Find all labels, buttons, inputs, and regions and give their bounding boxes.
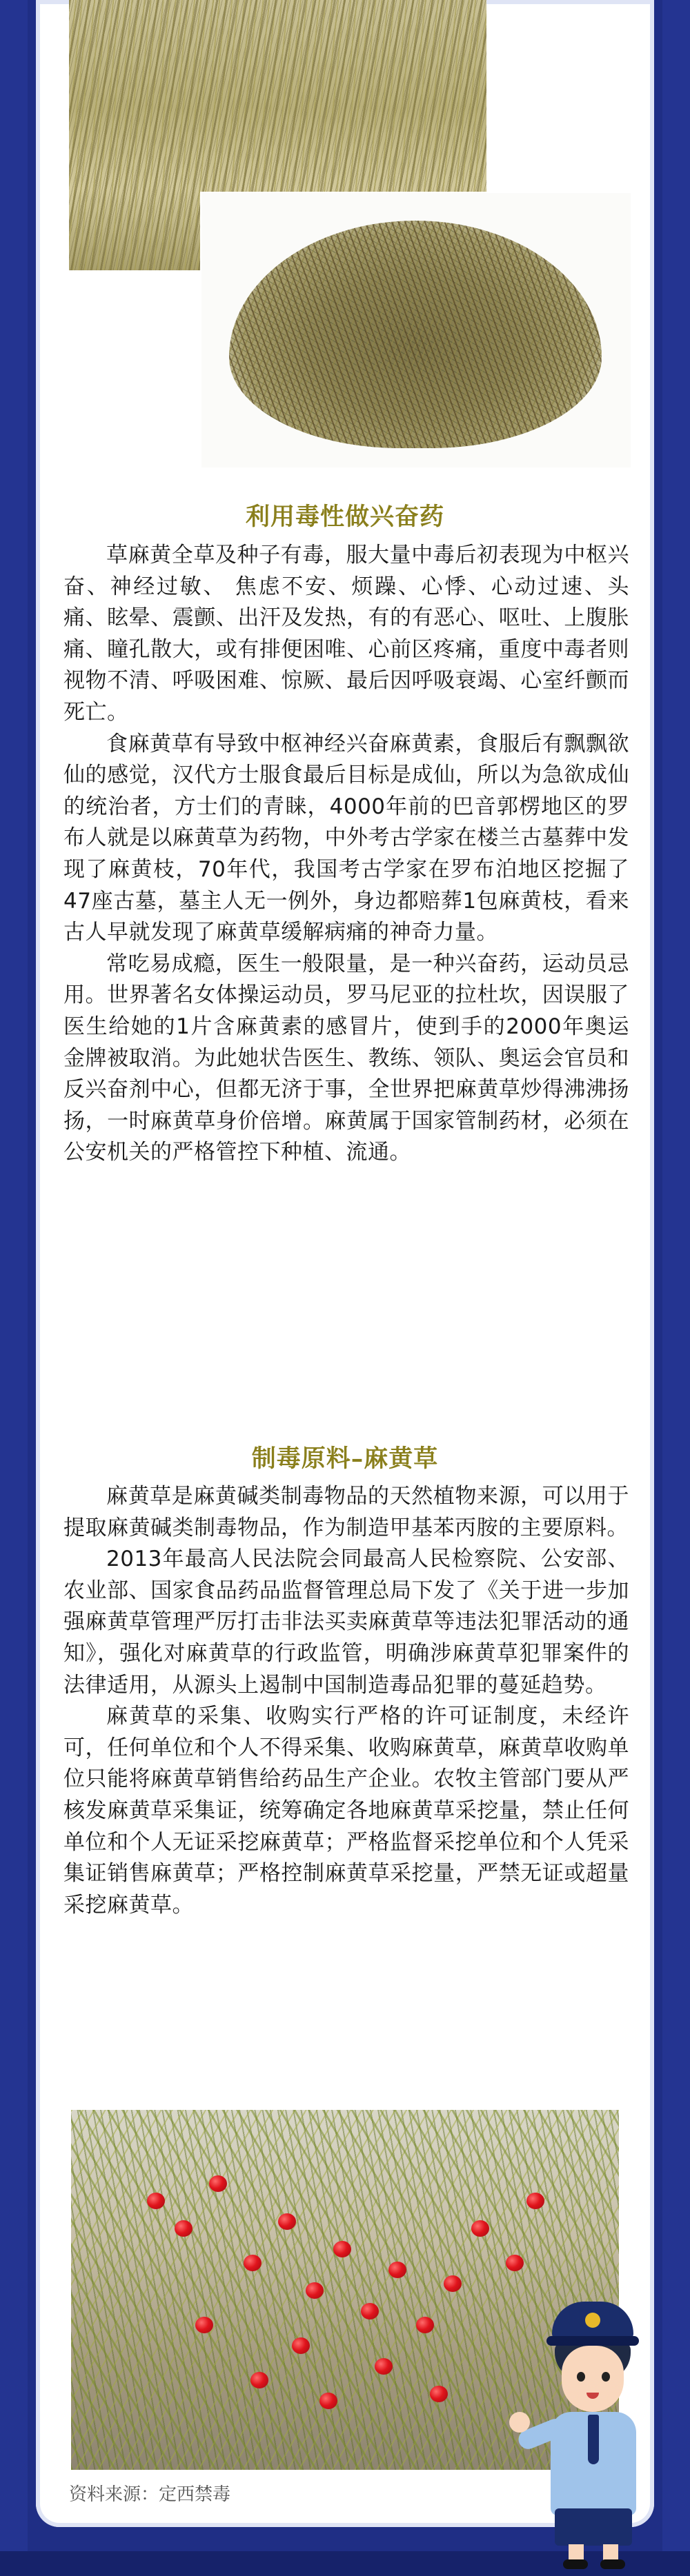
section-title-stimulant: 利用毒性做兴奋药 — [245, 503, 444, 531]
red-berry — [444, 2275, 462, 2292]
officer-shoe — [563, 2559, 588, 2569]
paragraph: 食麻黄草有导致中枢神经兴奋麻黄素，食服后有飘飘欲仙的感觉，汉代方士服食最后目标是成仙，所以为急欲成仙的统治者，方士们的青睐，4000年前的巴音郭楞地区的罗布人就是以麻黄草为药物，中外考古学家在楼兰古墓葬中发现了麻黄枝，70年代，我国考古学家在罗布泊地区挖掘了47座古墓，墓主人无一例外，身边都赔葬1包麻黄枝，看来古人早就发现了麻黄草缓解病痛的神奇力量。 — [63, 731, 629, 945]
red-berry — [526, 2193, 544, 2209]
officer-tie — [588, 2415, 599, 2464]
red-berry — [375, 2358, 393, 2375]
officer-skirt — [555, 2508, 632, 2546]
paragraph: 麻黄草是麻黄碱类制毒物品的天然植物来源，可以用于提取麻黄碱类制毒物品，作为制造甲基苯丙胺的主要原料。 — [63, 1484, 629, 1540]
red-berry — [175, 2220, 193, 2237]
right-border-strip — [662, 0, 690, 2551]
red-berry — [278, 2213, 296, 2230]
red-berry — [306, 2282, 324, 2299]
cap-visor — [546, 2336, 639, 2346]
cap-badge-icon — [585, 2313, 600, 2328]
red-berry — [333, 2241, 351, 2257]
red-berry — [506, 2255, 524, 2271]
paragraph: 常吃易成瘾，医生一般限量，是一种兴奋药，运动员忌用。世界著名女体操运动员，罗马尼亚的拉杜坎，因误服了医生给她的1片含麻黄素的感冒片，使到手的2000年奥运金牌被取消。为此她状告医生、教练、领队、奥运会官员和反兴奋剂中心，但都无济于事，全世界把麻黄草炒得沸沸扬扬，一时麻黄草身价倍增。麻黄属于国家管制药材，必须在公安机关的严格管控下种植、流通。 — [63, 951, 629, 1165]
red-berry — [416, 2317, 434, 2333]
red-berry — [471, 2220, 489, 2237]
ephedra-pile-photo — [200, 192, 632, 469]
red-berry — [209, 2175, 227, 2192]
officer-eye — [602, 2372, 610, 2382]
paragraph: 麻黄草的采集、收购实行严格的许可证制度，未经许可，任何单位和个人不得采集、收购麻黄草，麻黄草收购单位只能将麻黄草销售给药品生产企业。农牧主管部门要从严核发麻黄草采集证，统筹确定各地麻黄草采挖量，禁止任何单位和个人无证采挖麻黄草；严格监督采挖单位和个人凭采集证销售麻黄草；严格控制麻黄草采挖量，严禁无证或超量采挖麻黄草。 — [63, 1704, 629, 1918]
paragraph: 草麻黄全草及种子有毒，服大量中毒后初表现为中枢兴奋、神经过敏、 焦虑不安、烦躁、心悸、心动过速、头痛、眩晕、震颤、出汗及发热，有的有恶心、呕吐、上腹胀痛、瞳孔散大，或有排便困唯、心前区疼痛，重度中毒者则视物不清、呼吸困难、惊厥、最后因呼吸衰竭、心室纤颤而死亡。 — [63, 543, 629, 725]
red-berry — [244, 2255, 262, 2271]
officer-face — [562, 2346, 624, 2412]
officer-shoe — [600, 2559, 625, 2569]
red-berry — [250, 2372, 268, 2388]
ephedra-heap — [229, 221, 602, 448]
red-berry — [319, 2393, 337, 2409]
red-berry — [361, 2303, 379, 2320]
section-body-stimulant — [63, 540, 629, 1169]
left-border-strip — [0, 0, 28, 2551]
officer-eye — [577, 2372, 585, 2382]
source-label: 资料来源：定西禁毒 — [69, 2484, 231, 2505]
red-berry — [147, 2193, 165, 2209]
officer-hand — [509, 2412, 530, 2433]
red-berry — [292, 2337, 310, 2354]
section-title-precursor: 制毒原料–麻黄草 — [251, 1445, 439, 1473]
red-berry — [430, 2386, 448, 2402]
red-berry — [388, 2262, 406, 2278]
paragraph: 2013年最高人民法院会同最高人民检察院、公安部、农业部、国家食品药品监督管理总局下发了《关于进一步加强麻黄草管理严厉打击非法买卖麻黄草等违法犯罪活动的通知》，强化对麻黄草的行政监管，明确涉麻黄草犯罪案件的法律适用，从源头上遏制中国制造毒品犯罪的蔓延趋势。 — [63, 1547, 629, 1698]
red-berry — [195, 2317, 213, 2333]
police-officer-illustration — [519, 2302, 664, 2572]
section-body-precursor — [63, 1481, 629, 1921]
